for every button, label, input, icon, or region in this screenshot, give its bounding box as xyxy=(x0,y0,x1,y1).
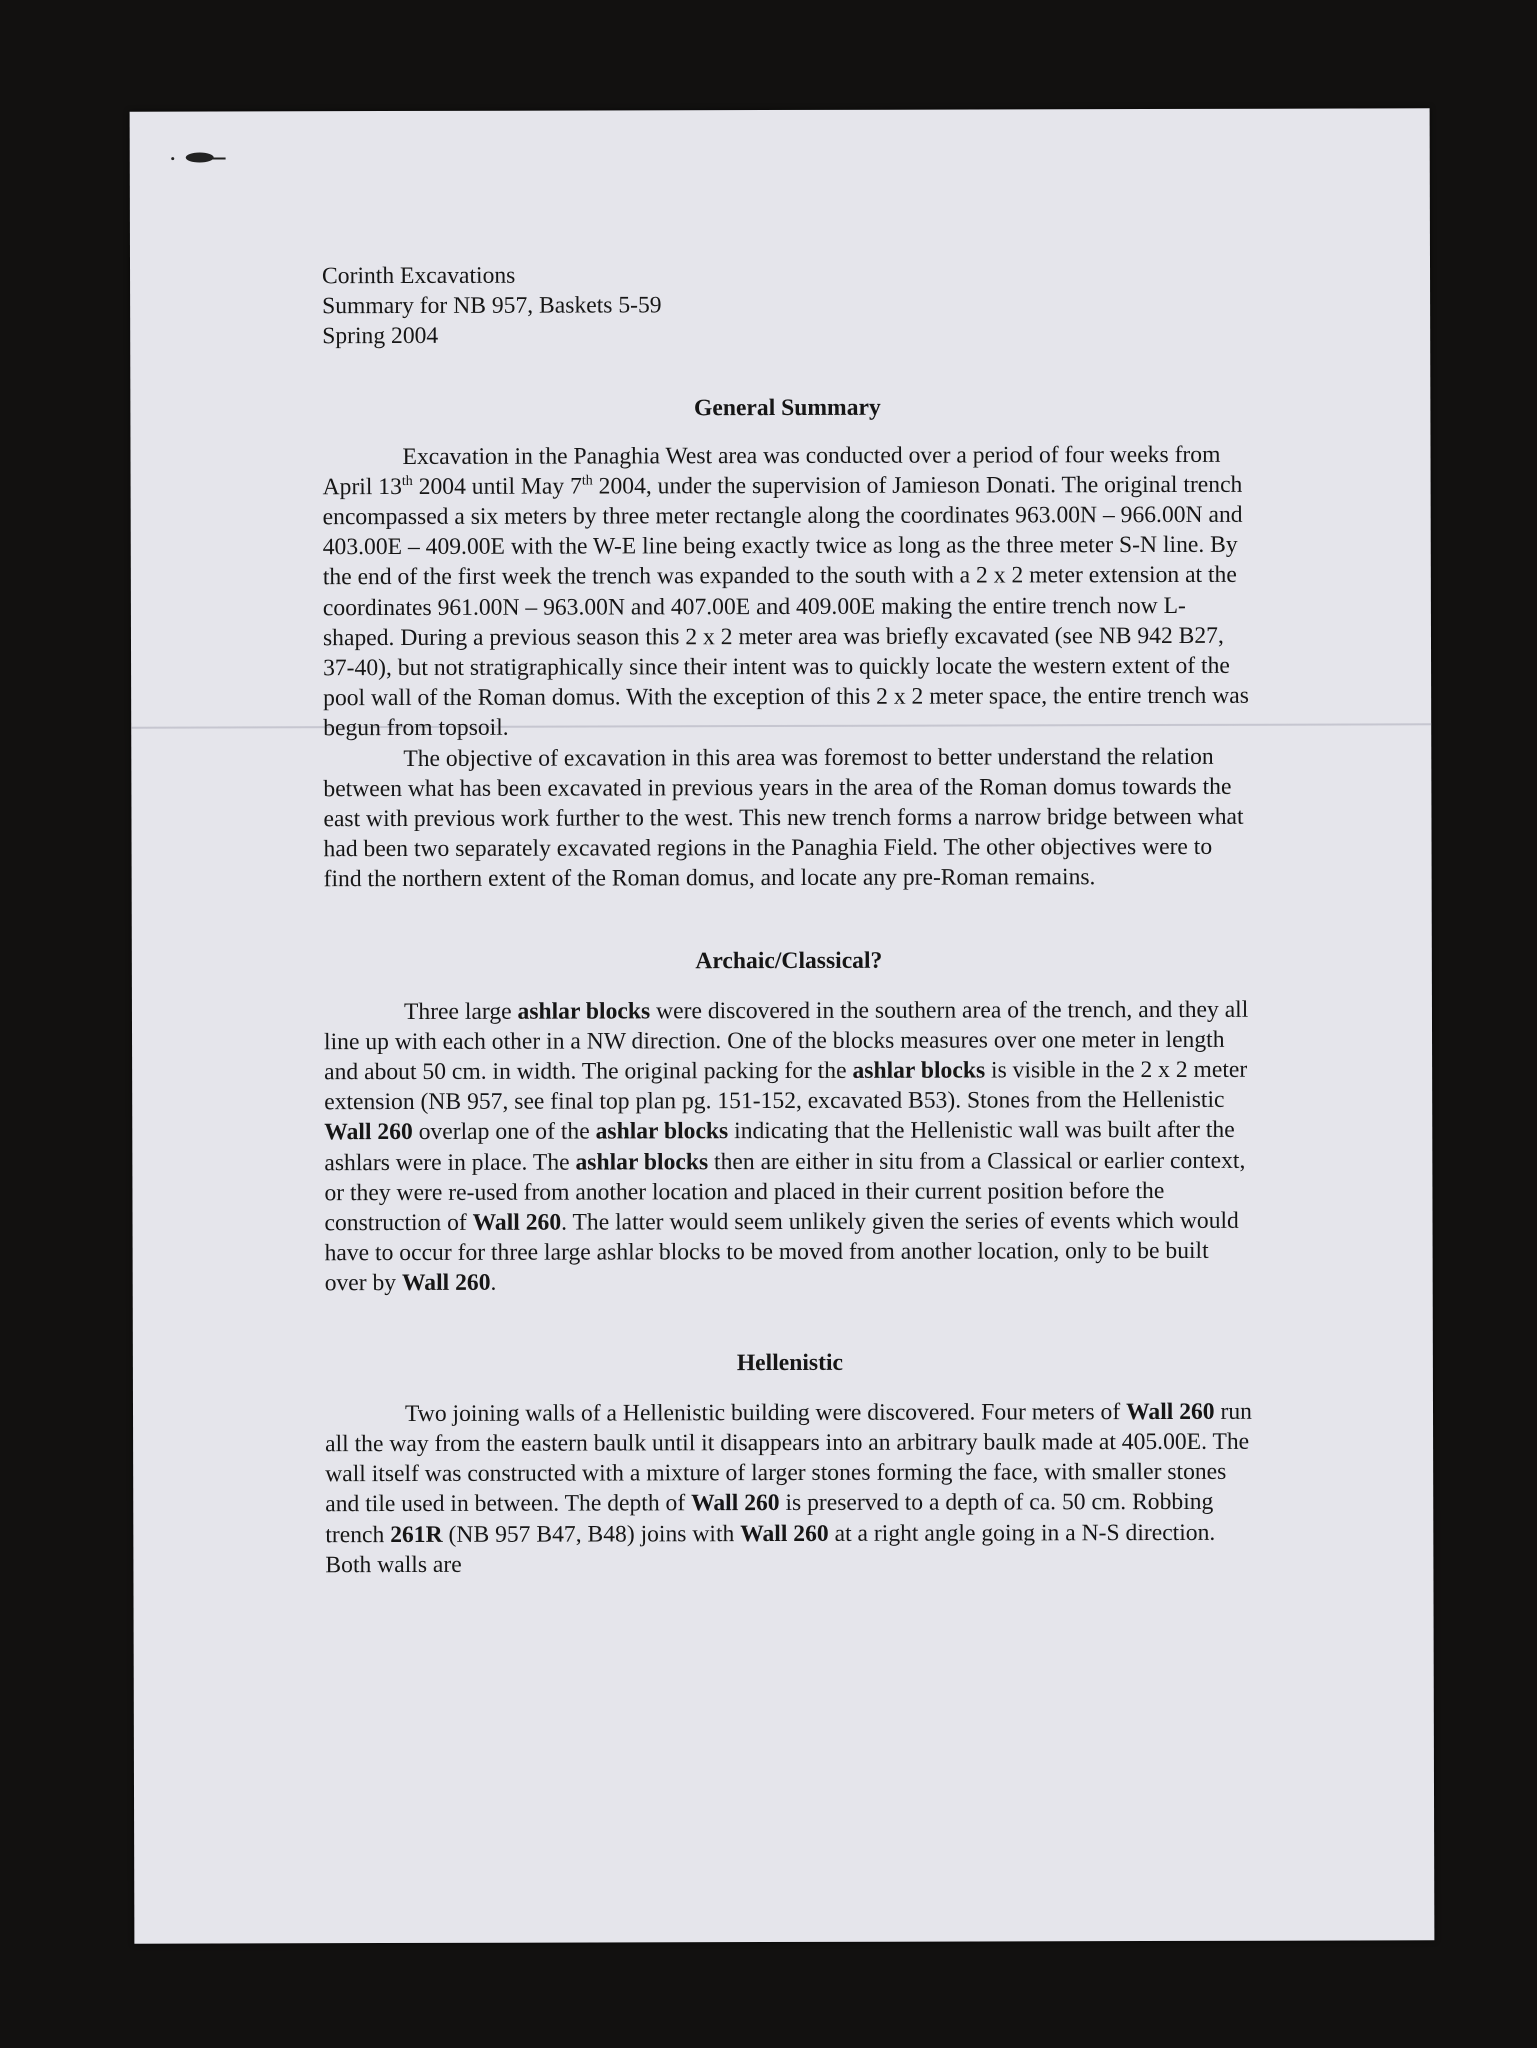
archaic-paragraph: Three large ashlar blocks were discovered in the southern area of the trench, and they all line up with each other in a NW direction. One of the blocks measures over one meter in length and about 50 cm. in width. The original packing for the ashlar blocks is visible in the 2 x 2 meter extension (NB 957, see final top plan pg. 151-152, excavated B53). Stones from the Hellenistic Wall 260 overlap one of the ashlar blocks indicating that the Hellenistic wall was built after the ashlars were in place. The ashlar blocks then are either in situ from a Classical or earlier context, or they were re-used from another location and placed in their current position before the construction of Wall 260. The latter would seem unlikely given the series of events which would have to occur for three large ashlar blocks to be moved from another location, only to be built over by Wall 260. xyxy=(324,996,1249,1297)
document-body xyxy=(322,259,1255,1580)
ink-smudge-mark xyxy=(170,149,226,163)
general-paragraph-1: Excavation in the Panaghia West area was conducted over a period of four weeks from April 13th 2004 until May 7th 2004, under the supervision of Jamieson Donati. The original trench encompassed a six meters by three meter rectangle along the coordinates 963.00N – 966.00N and 403.00E – 409.00E with the W-E line being exactly twice as long as the three meter S-N line. By the end of the first week the trench was expanded to the south with a 2 x 2 meter extension at the coordinates 961.00N – 963.00N and 407.00E and 409.00E making the entire trench now L-shaped. During a previous season this 2 x 2 meter area was briefly excavated (see NB 942 B27, 37-40), but not stratigraphically since their intent was to quickly locate the western extent of the pool wall of the Roman domus. With the exception of this 2 x 2 meter space, the entire trench was begun from topsoil. xyxy=(322,441,1249,742)
document-header xyxy=(322,259,1252,352)
general-paragraph-2: The objective of excavation in this area was foremost to better understand the relation between what has been excavated in previous years in the area of the Roman domus towards the east with previous work further to the west. This new trench forms a narrow bridge between what had been two separately excavated regions in the Panaghia Field. The other objectives were to find the northern extent of the Roman domus, and locate any pre-Roman remains. xyxy=(323,743,1244,893)
hellenistic-paragraph: Two joining walls of a Hellenistic building were discovered. Four meters of Wall 260 run all the way from the eastern baulk until it disappears into an arbitrary baulk made at 405.00E. The wall itself was constructed with a mixture of larger stones forming the face, with smaller stones and tile used in between. The depth of Wall 260 is preserved to a depth of ca. 50 cm. Robbing trench 261R (NB 957 B47, B48) joins with Wall 260 at a right angle going in a N-S direction. Both walls are xyxy=(325,1398,1252,1578)
section-title-archaic-classical: Archaic/Classical? xyxy=(695,947,883,974)
header-summary: Summary for NB 957, Baskets 5-59 xyxy=(322,292,662,320)
section-title-hellenistic: Hellenistic xyxy=(736,1349,843,1376)
section-title-general-summary: General Summary xyxy=(693,394,881,421)
header-season: Spring 2004 xyxy=(322,323,439,350)
header-institution: Corinth Excavations xyxy=(322,262,516,290)
paper-sheet xyxy=(130,108,1435,1943)
